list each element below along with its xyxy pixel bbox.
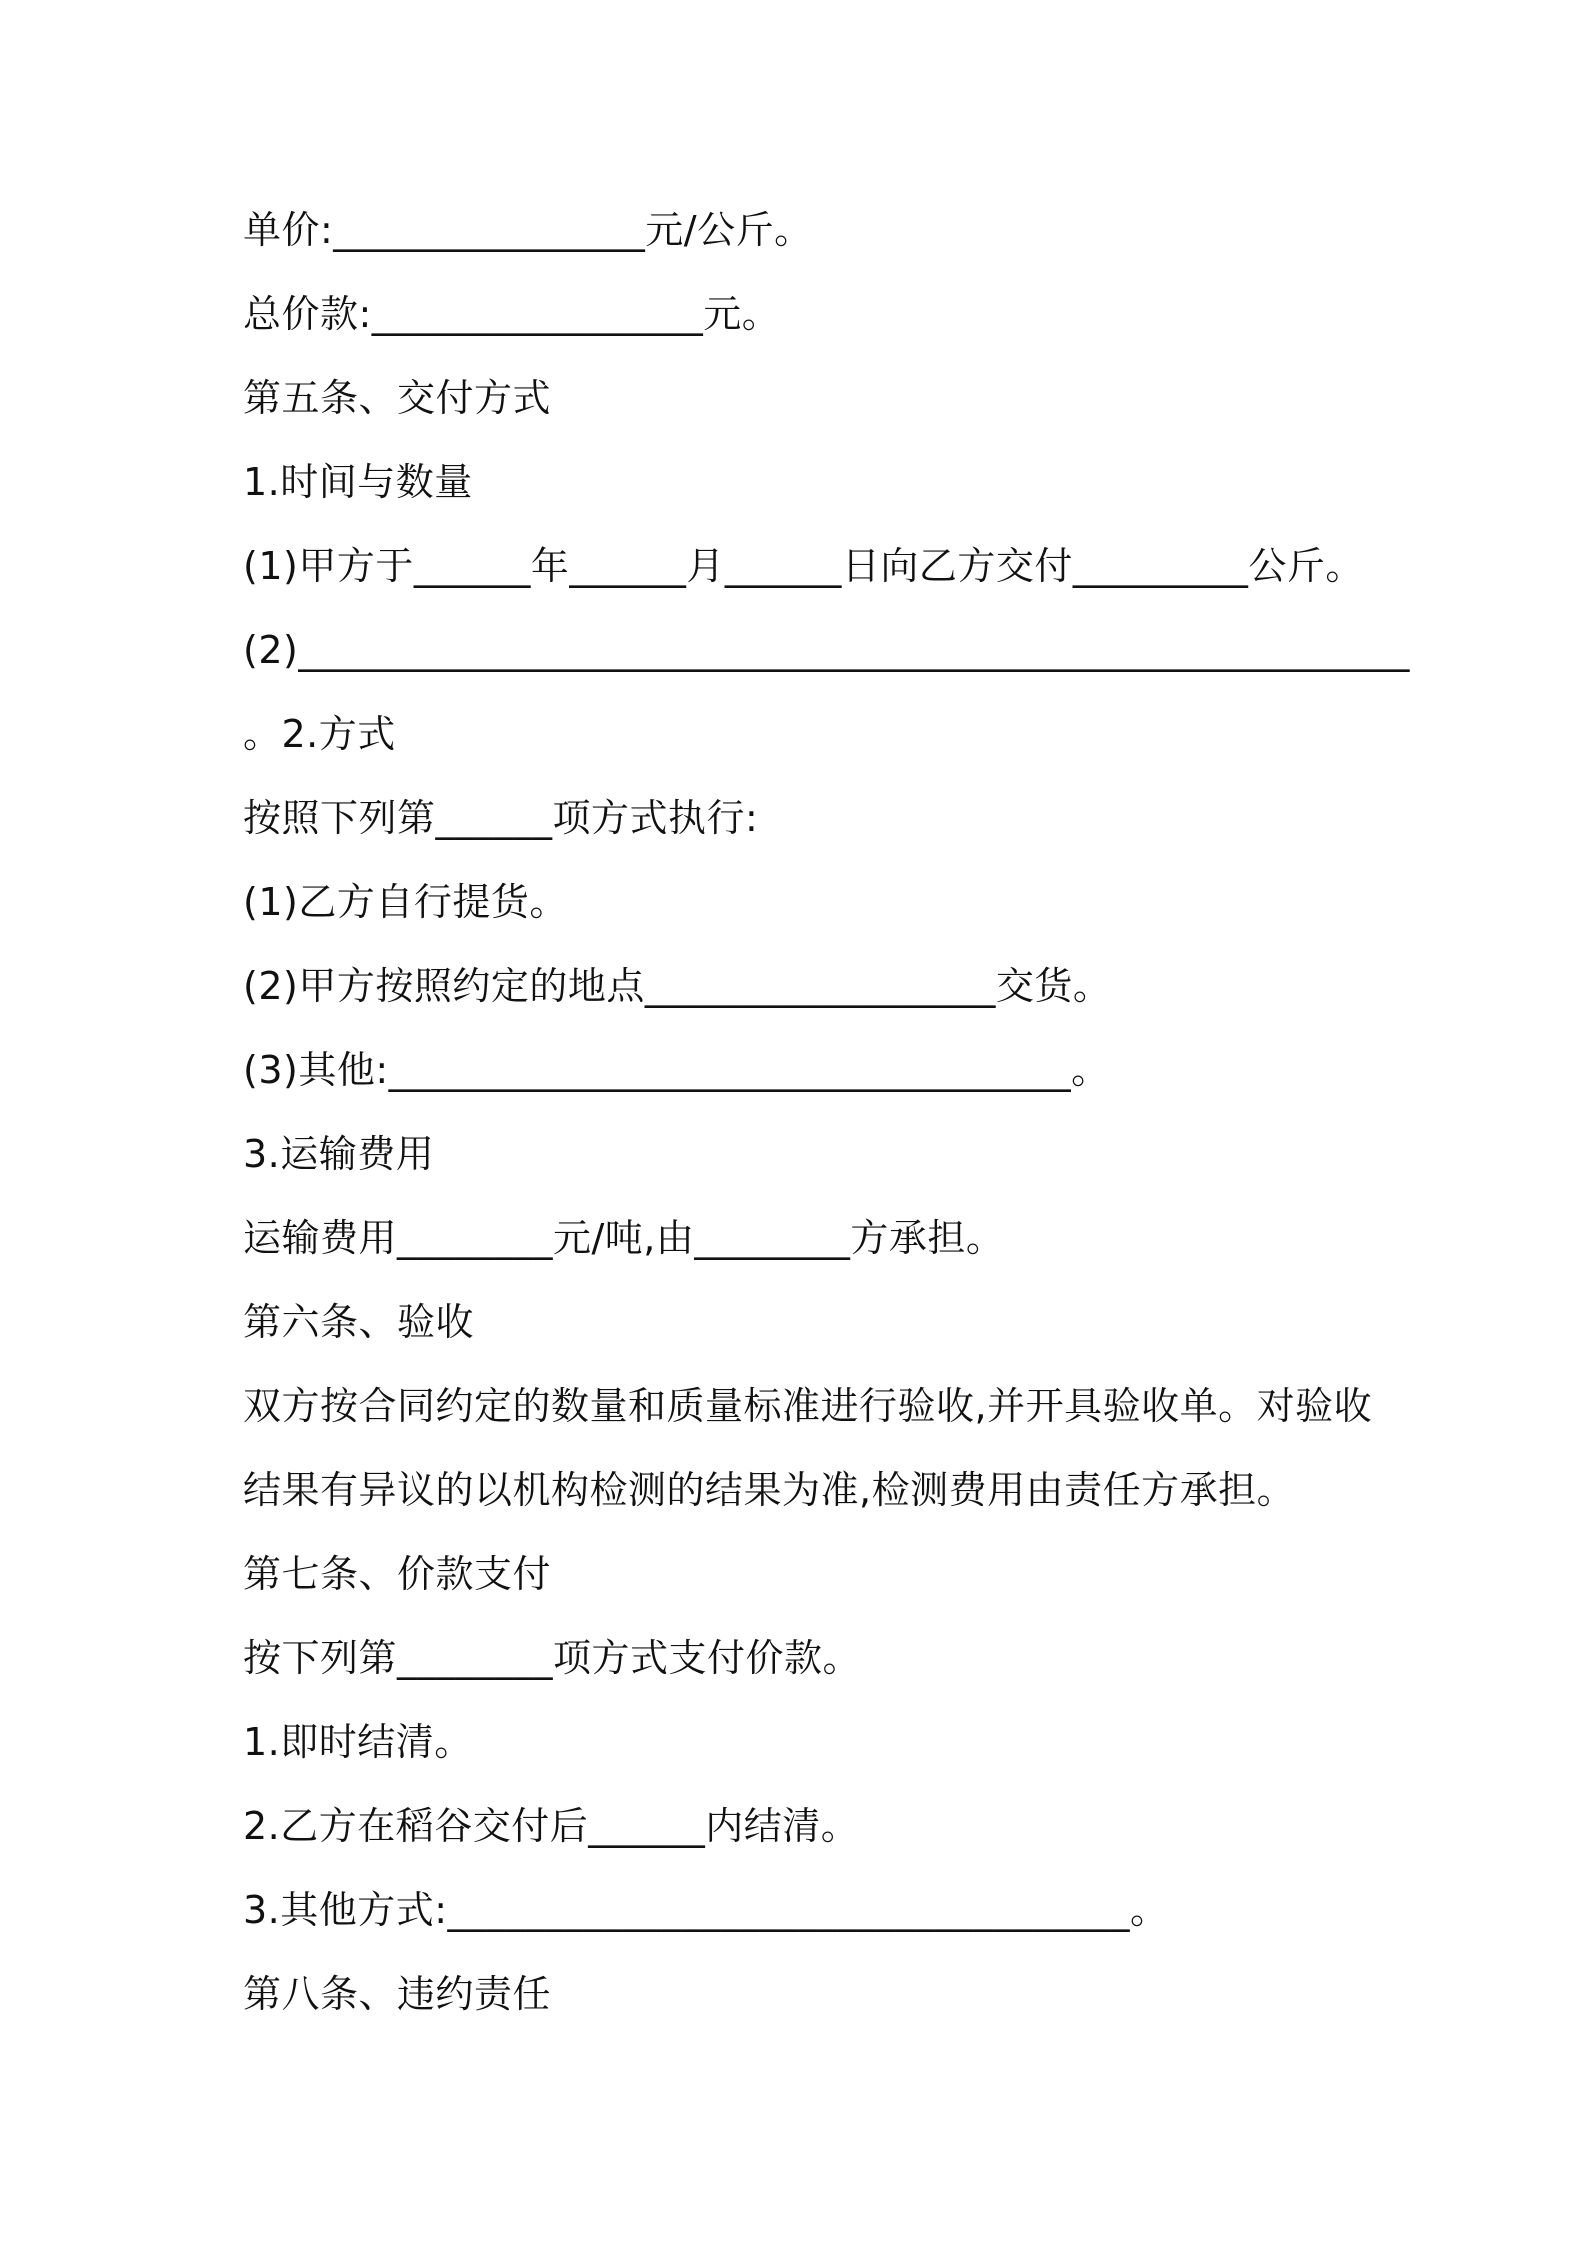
article-7-heading: 第七条、价款支付 [243,1552,552,1596]
method-option-1: (1)乙方自行提货。 [243,880,568,924]
payment-option-2: 2.乙方在稻谷交付后______内结清。 [243,1804,860,1848]
article-5-heading: 第五条、交付方式 [243,376,552,420]
transport-cost-line: 运输费用________元/吨,由________方承担。 [243,1216,1005,1260]
acceptance-text-2: 结果有异议的以机构检测的结果为准,检测费用由责任方承担。 [243,1468,1296,1512]
transport-cost-heading: 3.运输费用 [243,1132,435,1176]
delivery-date-line: (1)甲方于______年______月______日向乙方交付_________公斤。 [243,544,1364,588]
payment-option-1: 1.即时结清。 [243,1720,473,1764]
method-select-line: 按照下列第______项方式执行: [243,796,759,840]
total-price-line: 总价款:_________________元。 [243,292,781,336]
method-heading: 。2.方式 [243,712,396,756]
unit-price-line: 单价:________________元/公斤。 [243,208,813,252]
article-6-heading: 第六条、验收 [243,1300,475,1344]
method-option-2: (2)甲方按照约定的地点__________________交货。 [243,964,1112,1008]
time-quantity-heading: 1.时间与数量 [243,460,473,504]
payment-option-3: 3.其他方式:___________________________________。 [243,1888,1169,1932]
delivery-blank-line: (2)_________________________________________________________ [243,628,1410,672]
method-option-3: (3)其他:___________________________________。 [243,1048,1110,1092]
payment-select-line: 按下列第________项方式支付价款。 [243,1636,862,1680]
acceptance-text-1: 双方按合同约定的数量和质量标准进行验收,并开具验收单。对验收 [243,1384,1373,1428]
article-8-heading: 第八条、违约责任 [243,1972,552,2016]
